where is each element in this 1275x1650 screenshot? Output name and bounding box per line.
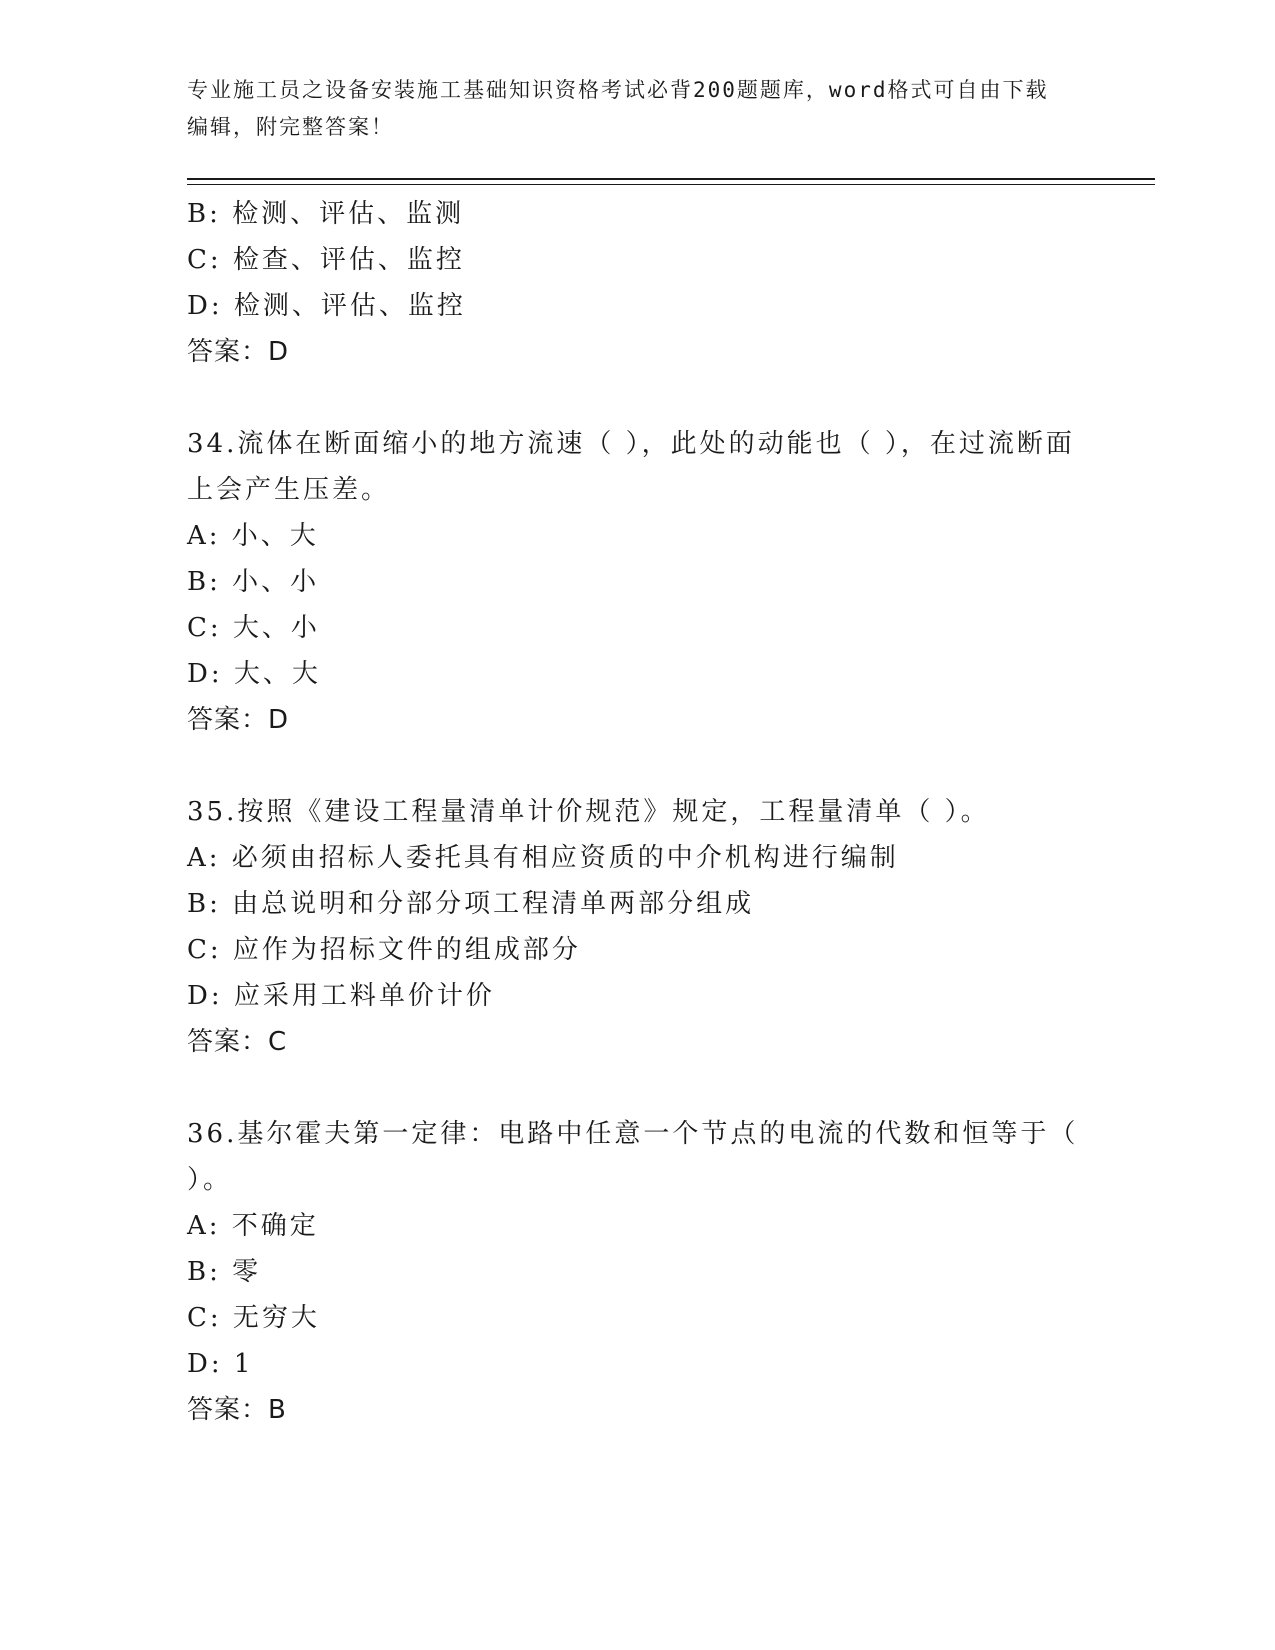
document-body [187, 191, 1087, 1433]
question-block-35 [187, 789, 1087, 1065]
question-block-34 [187, 421, 1087, 743]
question-block-36 [187, 1111, 1087, 1433]
answer-line: 答案：C [187, 1027, 288, 1057]
spacer [187, 375, 1087, 421]
option-d: D: 应采用工料单价计价 [187, 981, 495, 1011]
option-c: C: 大、小 [187, 613, 320, 643]
option-d: D: 检测、评估、监控 [187, 291, 466, 321]
option-d: D: 1 [187, 1349, 254, 1379]
question-block-33 [187, 191, 1087, 375]
document-header: 专业施工员之设备安装施工基础知识资格考试必背200题题库，word格式可自由下载编辑，附完整答案！ [187, 78, 1049, 139]
option-b: B: 由总说明和分部分项工程清单两部分组成 [187, 889, 755, 919]
header-rule-thick [187, 178, 1155, 180]
question-stem: 34.流体在断面缩小的地方流速（ ），此处的动能也（ ），在过流断面上会产生压差。 [187, 429, 1075, 505]
header-rule-thin [187, 184, 1155, 185]
question-stem: 36.基尔霍夫第一定律：电路中任意一个节点的电流的代数和恒等于（ ）。 [187, 1119, 1079, 1195]
option-b: B: 小、小 [187, 567, 320, 597]
option-b: B: 零 [187, 1257, 262, 1287]
option-a: A: 小、大 [187, 521, 319, 551]
question-stem: 35.按照《建设工程量清单计价规范》规定，工程量清单（ ）。 [187, 797, 990, 827]
option-c: C: 无穷大 [187, 1303, 320, 1333]
answer-line: 答案：D [187, 337, 290, 367]
option-a: A: 不确定 [187, 1211, 319, 1241]
option-a: A: 必须由招标人委托具有相应资质的中介机构进行编制 [187, 843, 899, 873]
answer-line: 答案：B [187, 1395, 287, 1425]
answer-line: 答案：D [187, 705, 290, 735]
option-b: B: 检测、评估、监测 [187, 199, 465, 229]
spacer [187, 1065, 1087, 1111]
option-c: C: 应作为招标文件的组成部分 [187, 935, 581, 965]
spacer [187, 743, 1087, 789]
option-c: C: 检查、评估、监控 [187, 245, 465, 275]
option-d: D: 大、大 [187, 659, 321, 689]
